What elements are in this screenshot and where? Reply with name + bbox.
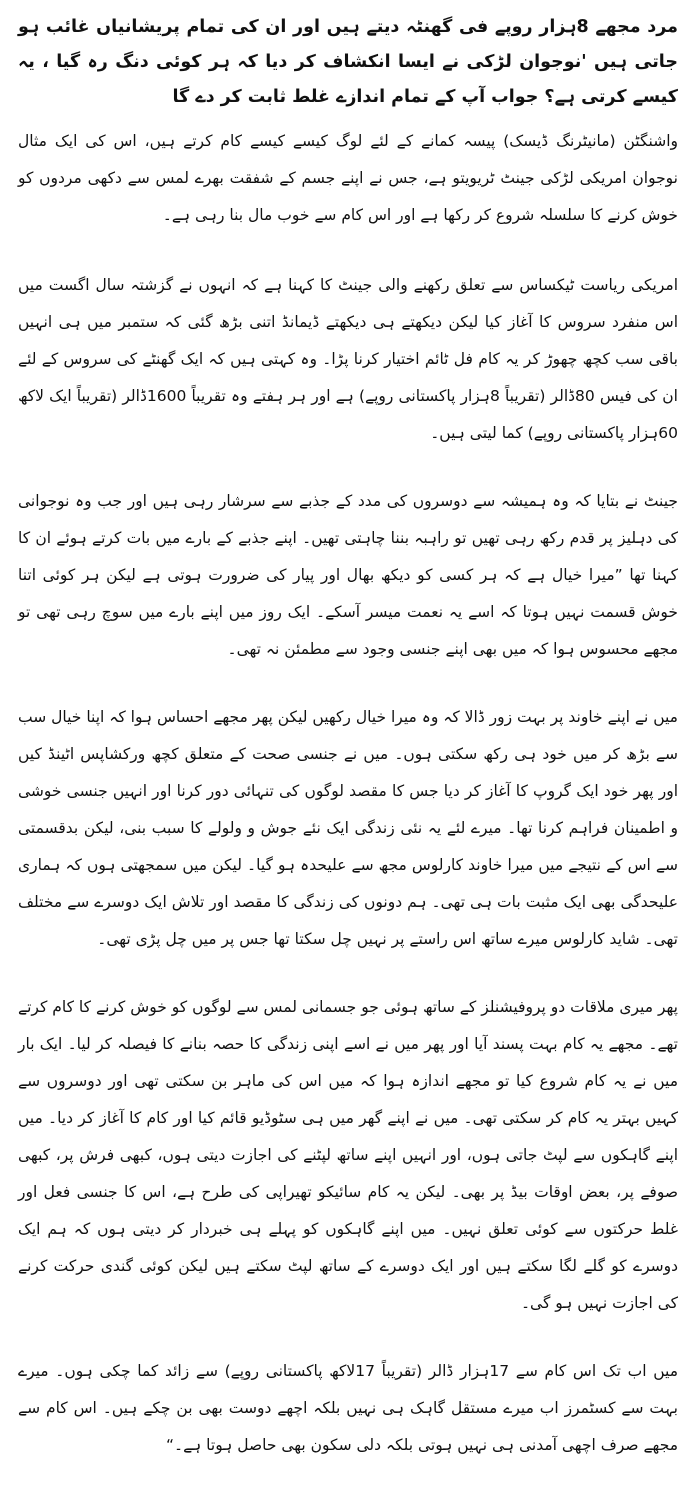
article-paragraph-1: واشنگٹن (مانیٹرنگ ڈیسک) پیسہ کمانے کے لئے لوگ کیسے کیسے کام کرتے ہیں، اس کی ایک مثال نوجوان امریکی لڑکی جینٹ ٹریویتو ہے، جس نے اپنے جسم کے شفقت بھرے لمس سے دکھی مردوں کو خوش کرنے کا سلسلہ شروع کر رکھا ہے اور اس کام سے خوب مال بنا رہی ہے۔ <box>18 132 678 224</box>
article-paragraph-2: امریکی ریاست ٹیکساس سے تعلق رکھنے والی جینٹ کا کہنا ہے کہ انہوں نے گزشتہ سال اگست میں اس منفرد سروس کا آغاز کیا لیکن دیکھتے ہی دیکھتے ڈیمانڈ اتنی بڑھ گئی کہ ستمبر میں ہی انہیں باقی سب کچھ چھوڑ کر یہ کام فل ٹائم اختیار کرنا پڑا۔ وہ کہتی ہیں کہ ایک گھنٹے کی سروس کے لئے ان کی فیس 80ڈالر (تقریباً 8ہزار پاکستانی روپے) ہے اور ہر ہفتے وہ تقریباً 1600ڈالر (تقریباً ایک لاکھ 60ہزار پاکستانی روپے) کما لیتی ہیں۔ <box>18 276 678 442</box>
article-paragraph-6: میں اب تک اس کام سے 17ہزار ڈالر (تقریباً 17لاکھ پاکستانی روپے) سے زائد کما چکی ہوں۔ میرے بہت سے کسٹمرز اب میرے مستقل گاہک ہی نہیں بلکہ اچھے دوست بھی بن چکے ہیں۔ اس کام سے مجھے صرف اچھی آمدنی ہی نہیں ہوتی بلکہ دلی سکون بھی حاصل ہوتا ہے۔“ <box>18 1362 678 1454</box>
article-headline: مرد مجھے 8ہزار روپے فی گھنٹہ دیتے ہیں اور ان کی تمام پریشانیاں غائب ہو جاتی ہیں 'نوجوان لڑکی نے ایسا انکشاف کر دیا کہ ہر کوئی دنگ رہ گیا ، یہ کیسے کرتی ہے؟ جواب آپ کے تمام اندازے غلط ثابت کر دے گا <box>18 17 678 107</box>
article-paragraph-3: جینٹ نے بتایا کہ وہ ہمیشہ سے دوسروں کی مدد کے جذبے سے سرشار رہی ہیں اور جب وہ نوجوانی کی دہلیز پر قدم رکھ رہی تھیں تو راہبہ بننا چاہتی تھیں۔ اپنے جذبے کے بارے میں بات کرتے ہوئے ان کا کہنا تھا ”میرا خیال ہے کہ ہر کسی کو دیکھ بھال اور پیار کی ضرورت ہوتی ہے لیکن ہر کوئی اتنا خوش قسمت نہیں ہوتا کہ اسے یہ نعمت میسر آسکے۔ ایک روز میں اپنے بارے میں سوچ رہی تھی تو مجھے محسوس ہوا کہ میں بھی اپنے جنسی وجود سے مطمئن نہ تھی۔ <box>18 492 678 658</box>
article-paragraph-5: پھر میری ملاقات دو پروفیشنلز کے ساتھ ہوئی جو جسمانی لمس سے لوگوں کو خوش کرنے کا کام کرتے تھے۔ مجھے یہ کام بہت پسند آیا اور پھر میں نے اسے اپنی زندگی کا حصہ بنانے کا فیصلہ کر لیا۔ ایک بار میں نے یہ کام شروع کیا تو مجھے اندازہ ہوا کہ میں اس کی ماہر بن سکتی تھی اور دوسروں سے کہیں بہتر یہ کام کر سکتی تھی۔ میں نے اپنے گھر میں ہی سٹوڈیو قائم کیا اور کام کا آغاز کر دیا۔ میں اپنے گاہکوں سے لپٹ جاتی ہوں، اور انہیں اپنے ساتھ لپٹنے کی اجازت دیتی ہوں، کبھی فرش پر، کبھی صوفے پر، بعض اوقات بیڈ پر بھی۔ لیکن یہ کام سائیکو تھیراپی کی طرح ہے، اس کا جنسی فعل اور غلط حرکتوں سے کوئی تعلق نہیں۔ میں اپنے گاہکوں کو پہلے ہی خبردار کر دیتی ہوں کہ ہم ایک دوسرے کو گلے لگا سکتے ہیں اور ایک دوسرے کے ساتھ لپٹ سکتے ہیں لیکن کوئی گندی حرکت کرنے کی اجازت نہیں ہو گی۔ <box>18 998 678 1312</box>
article <box>18 10 678 1495</box>
article-paragraph-4: میں نے اپنے خاوند پر بہت زور ڈالا کہ وہ میرا خیال رکھیں لیکن پھر مجھے احساس ہوا کہ اپنا خیال سب سے بڑھ کر میں خود ہی رکھ سکتی ہوں۔ میں نے جنسی صحت کے متعلق کچھ ورکشاپس اٹینڈ کیں اور پھر خود ایک گروپ کا آغاز کر دیا جس کا مقصد لوگوں کی تنہائی دور کرنا اور انہیں جنسی خوشی و اطمینان فراہم کرنا تھا۔ میرے لئے یہ نئی زندگی ایک نئے جوش و ولولے کا سبب بنی، لیکن بدقسمتی سے اس کے نتیجے میں میرا خاوند کارلوس مجھ سے علیحدہ ہو گیا۔ لیکن میں سمجھتی ہوں کہ ہماری علیحدگی بھی ایک مثبت بات ہی تھی۔ ہم دونوں کی زندگی کا مقصد اور تلاش ایک دوسرے سے مختلف تھی۔ شاید کارلوس میرے ساتھ اس راستے پر نہیں چل سکتا تھا جس پر میں چل پڑی تھی۔ <box>18 708 678 948</box>
